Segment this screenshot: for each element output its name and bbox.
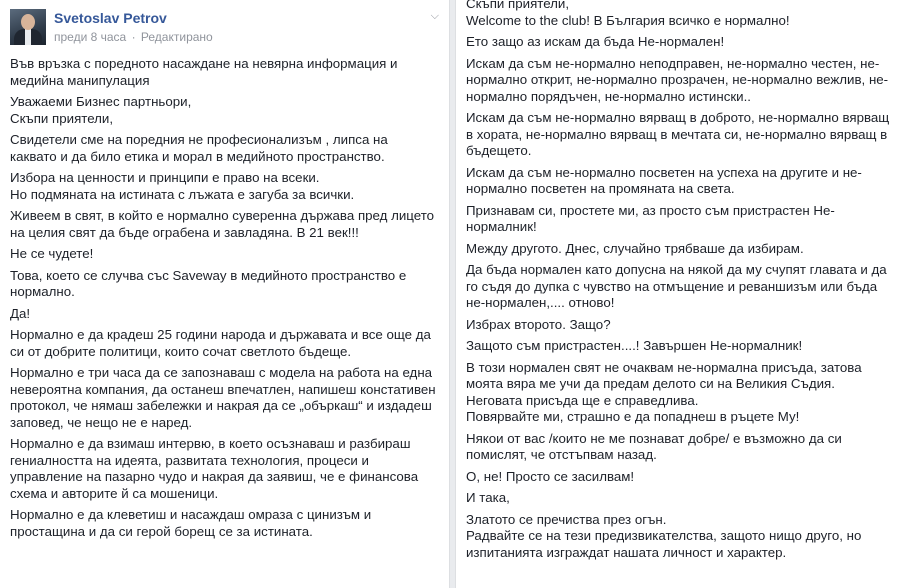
left-post-column — [0, 0, 450, 588]
post-paragraph: Това, което се случва със Saveway в медийното пространство е нормално. — [10, 267, 410, 299]
post-paragraph: Защото съм пристрастен....! Завършен Не-нормалник! — [466, 338, 803, 353]
post-paragraph: Да! — [10, 305, 31, 321]
post-paragraph: Живеем в свят, в който е нормално суверенна държава пред лицето на целия свят да бъде ограбена и завладяна. В 21 век!!! — [10, 208, 438, 240]
post-paragraph: Искам да съм не-нормално вярващ в доброто, не-нормално вярващ в хората, не-нормално вярващ в мечтата си, не-нормално вярващ в бъдещето. — [466, 110, 893, 158]
edited-label[interactable]: Редактирано — [140, 30, 213, 44]
meta-separator: · — [131, 30, 136, 44]
chevron-down-icon[interactable]: ⌵ — [430, 10, 439, 22]
post-paragraph: О, не! Просто се засилвам! — [466, 468, 635, 484]
post-paragraph: Нормално е три часа да се запознаваш с модела на работа на една невероятна компания, да останеш впечатлен, напишеш констативен протокол, че нямаш забележки и накрая да се „объркаш“ и издадеш заповед, че нещо не е наред. — [10, 365, 440, 430]
post-paragraph: Признавам си, простете ми, аз просто съм пристрастен Не-нормалник! — [466, 202, 835, 234]
post-paragraph: Свидетели сме на поредния не професионализъм , липса на каквато и да било етика и морал в медийното пространство. — [10, 132, 392, 164]
post-paragraph: Уважаеми Бизнес партньори, Скъпи приятели, — [10, 94, 192, 126]
post-paragraph: Избрах второто. Защо? — [466, 316, 611, 332]
post-paragraph: И така, — [466, 490, 510, 505]
post-paragraph: Искам да съм не-нормално посветен на успеха на другите и не-нормално посветен на промяната на света. — [466, 164, 862, 196]
post-paragraph: Нормално е да крадеш 25 години народа и държавата и все още да си от добрите политици, които сочат светлото бъдеще. — [10, 327, 435, 359]
post-paragraph: Във връзка с поредното насаждане на невярна информация и медийна манипулация — [10, 56, 402, 88]
post-paragraph: Не се чудете! — [10, 246, 94, 261]
author-name[interactable]: Svetoslav Petrov — [54, 10, 167, 26]
post-body-left — [0, 52, 449, 540]
post-body-right — [456, 0, 901, 561]
post-paragraph: Златото се пречиства през огън. Радвайте се на тези предизвикателства, защото нищо друго, но изпитанията изграждат нашата личност и характер. — [466, 511, 862, 560]
post-paragraph: Нормално е да клеветиш и насаждаш омраза с цинизъм и простащина и да си герой борещ се за истината. — [10, 507, 375, 539]
post-paragraph: Избора на ценности и принципи е право на всеки. Но подмяната на истината с лъжата е загуба за всички. — [10, 170, 355, 202]
post-paragraph: Искам да съм не-нормално неподправен, не-нормално честен, не-нормално открит, не-нормално прозрачен, не-нормално вежлив, не-нормално порядъчен, не-нормално истински.. — [466, 55, 889, 104]
post-paragraph: Между другото. Днес, случайно трябваше да избирам. — [466, 240, 804, 256]
post-paragraph: Нормално е да взимаш интервю, в което осъзнаваш и разбираш гениалността на идеята, развитата технология, процеси и управление на пазарно чудо и накрая да заявиш, че е финансова схема и авторите й са мошеници. — [10, 436, 422, 501]
post-paragraph: Някои от вас /които не ме познават добре/ е възможно да си помислят, че отстъпвам назад. — [466, 430, 846, 462]
post-paragraph: Да бъда нормален като допусна на някой да му счупят главата и да го съдя до дупка с чувство на отмъщение и реваншизъм или бъда не-нормален,.... отново! — [466, 262, 891, 310]
right-post-column — [455, 0, 901, 588]
post-header — [0, 0, 449, 52]
post-meta — [54, 30, 213, 44]
post-paragraph: В този нормален свят не очаквам не-нормална присъда, затова моята вяра ме учи да предам делото си на Великия Съдия. Неговата присъда ще е справедлива. Повярвайте ми, страшно е да попаднеш в ръцете Му! — [466, 359, 862, 424]
post-timestamp[interactable]: преди 8 часа — [54, 30, 127, 44]
post-paragraph: Ето защо аз искам да бъда Не-нормален! — [466, 34, 725, 49]
author-avatar[interactable] — [10, 9, 46, 45]
post-paragraph: Скъпи приятели, Welcome to the club! В България всичко е нормално! — [466, 0, 790, 28]
